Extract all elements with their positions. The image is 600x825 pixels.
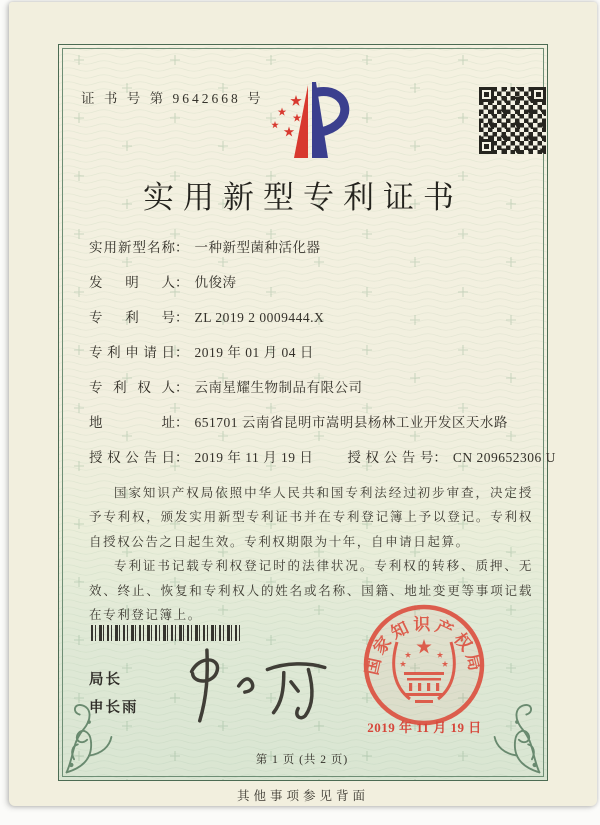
field-label: 发明人 — [89, 275, 175, 290]
qr-code — [479, 87, 546, 154]
qr-finder-icon — [479, 139, 494, 154]
field-row-grant — [89, 448, 556, 468]
field-value: CN 209652306 U — [452, 450, 556, 465]
field-list — [89, 238, 556, 483]
back-note: 其他事项参见背面 — [236, 789, 369, 803]
field-colon: ： — [175, 310, 189, 325]
field-row-inventor — [89, 273, 535, 293]
signer-block — [89, 666, 139, 722]
field-value: 2019 年 01 月 04 日 — [194, 345, 314, 360]
cnipa-logo-icon — [261, 78, 361, 170]
field-label: 专利号 — [89, 310, 175, 325]
signer-name: 申长雨 — [89, 700, 139, 716]
field-label: 实用新型名称 — [89, 240, 175, 255]
field-colon: ： — [433, 450, 447, 465]
qr-finder-icon — [479, 87, 494, 102]
signer-title: 局长 — [89, 672, 122, 688]
field-row-filing-date — [89, 343, 535, 363]
legal-paragraph: 国家知识产权局依照中华人民共和国专利法经过初步审查，决定授予专利权，颁发实用新型专利证书并在专利登记簿上予以登记。专利权自授权公告之日起生效。专利权期限为十年，自申请日起算。 — [89, 486, 533, 549]
field-colon: ： — [175, 450, 189, 465]
certificate-number: 证 书 号 第 9642668 号 — [81, 91, 264, 106]
field-colon: ： — [175, 415, 189, 430]
field-label: 授权公告日 — [89, 450, 175, 465]
field-value: ZL 2019 2 0009444.X — [194, 310, 325, 325]
field-label: 地址 — [89, 415, 175, 430]
field-value: 2019 年 11 月 19 日 — [194, 450, 314, 465]
field-row-address — [89, 413, 535, 433]
certificate-paper — [9, 2, 597, 806]
handwritten-signature-icon — [166, 647, 336, 729]
field-label: 专利权人 — [89, 380, 175, 395]
field-colon: ： — [175, 275, 189, 290]
field-value: 仇俊涛 — [194, 275, 237, 290]
certificate-title: 实用新型专利证书 — [143, 180, 463, 215]
qr-finder-icon — [531, 87, 546, 102]
field-row-patent-no — [89, 308, 535, 328]
barcode — [91, 625, 241, 641]
page-number: 第 1 页 (共 2 页) — [255, 754, 349, 766]
field-row-patentee — [89, 378, 535, 398]
field-row-name — [89, 238, 535, 258]
legal-paragraph: 专利证书记载专利权登记时的法律状况。专利权的转移、质押、无效、终止、恢复和专利权人的姓名或名称、国籍、地址变更等事项记载在专利登记簿上。 — [89, 559, 533, 622]
field-colon: ： — [175, 380, 189, 395]
field-colon: ： — [175, 345, 189, 360]
seal-date: 2019 年 11 月 19 日 — [367, 720, 482, 735]
field-value: 一种新型菌种活化器 — [194, 240, 321, 255]
field-label: 授权公告号 — [347, 450, 434, 465]
field-colon: ： — [175, 240, 189, 255]
field-label: 专利申请日 — [89, 345, 175, 360]
field-value: 651701 云南省昆明市嵩明县杨林工业开发区天水路 — [194, 415, 508, 430]
field-value: 云南星耀生物制品有限公司 — [194, 380, 363, 395]
seal-arc-text: 国家知识产权局 — [362, 614, 486, 677]
